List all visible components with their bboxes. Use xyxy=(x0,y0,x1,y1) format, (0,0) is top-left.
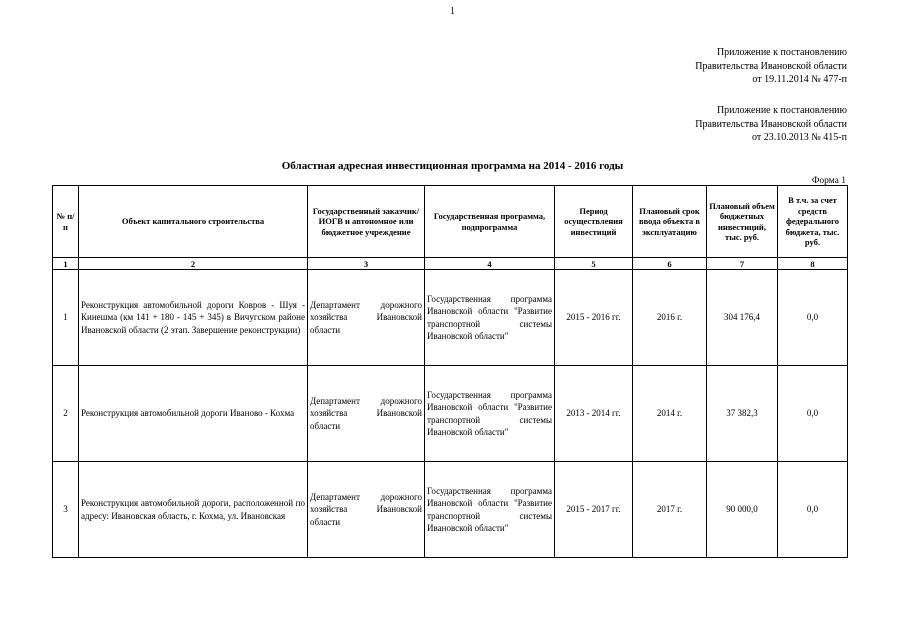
object-cell: Реконструкция автомобильной дороги Иваново - Кохма xyxy=(79,366,308,462)
customer-cell: Департамент дорожного хозяйства Ивановской области xyxy=(308,366,425,462)
column-number: 4 xyxy=(425,258,555,270)
period-cell: 2015 - 2017 гг. xyxy=(555,462,633,558)
deadline-cell: 2016 г. xyxy=(633,270,707,366)
row-number: 3 xyxy=(53,462,79,558)
federal-cell: 0,0 xyxy=(778,462,848,558)
header-line: Правительства Ивановской области xyxy=(695,118,847,130)
column-header: Объект капитального строительства xyxy=(79,186,308,258)
column-number: 8 xyxy=(778,258,848,270)
column-number: 5 xyxy=(555,258,633,270)
column-header: № п/п xyxy=(53,186,79,258)
column-header: Государственный заказчик/ИОГВ и автономное или бюджетное учреждение xyxy=(308,186,425,258)
table-row xyxy=(53,462,848,558)
header-line: от 19.11.2014 № 477-п xyxy=(752,74,847,85)
customer-cell: Департамент дорожного хозяйства Ивановской области xyxy=(308,270,425,366)
object-cell: Реконструкция автомобильной дороги Ковров - Шуя - Кинешма (км 141 + 180 - 145 + 345) в Вичугском районе Ивановской области (2 этап. Завершение реконструкции) xyxy=(79,270,308,366)
column-number: 1 xyxy=(53,258,79,270)
column-number: 2 xyxy=(79,258,308,270)
column-number: 6 xyxy=(633,258,707,270)
header-line: Приложение к постановлению xyxy=(716,47,847,58)
object-cell: Реконструкция автомобильной дороги, расположенной по адресу: Ивановская область, г. Кохма, ул. Ивановская xyxy=(79,462,308,558)
column-number-row xyxy=(53,258,848,270)
header-line: Правительства Ивановской области xyxy=(695,60,847,72)
document-title: Областная адресная инвестиционная программа на 2014 - 2016 годы xyxy=(281,160,624,172)
customer-cell: Департамент дорожного хозяйства Ивановской области xyxy=(308,462,425,558)
volume-cell: 37 382,3 xyxy=(707,366,778,462)
column-header: В т.ч. за счет средств федерального бюджета, тыс. руб. xyxy=(778,186,848,258)
period-cell: 2013 - 2014 гг. xyxy=(555,366,633,462)
deadline-cell: 2017 г. xyxy=(633,462,707,558)
table-header-row xyxy=(53,186,848,258)
period-cell: 2015 - 2016 гг. xyxy=(555,270,633,366)
volume-cell: 90 000,0 xyxy=(707,462,778,558)
volume-cell: 304 176,4 xyxy=(707,270,778,366)
investment-program-table xyxy=(52,185,848,558)
federal-cell: 0,0 xyxy=(778,366,848,462)
row-number: 1 xyxy=(53,270,79,366)
approval-header xyxy=(695,46,847,87)
column-header: Плановый объем бюджетных инвестиций, тыс. руб. xyxy=(707,186,778,258)
program-cell: Государственная программа Ивановской области "Развитие транспортной системы Ивановской области" xyxy=(425,462,555,558)
column-number: 7 xyxy=(707,258,778,270)
table-row xyxy=(53,366,848,462)
program-cell: Государственная программа Ивановской области "Развитие транспортной системы Ивановской области" xyxy=(425,366,555,462)
program-cell: Государственная программа Ивановской области "Развитие транспортной системы Ивановской области" xyxy=(425,270,555,366)
column-header: Плановый срок ввода объекта в эксплуатацию xyxy=(633,186,707,258)
table-row xyxy=(53,270,848,366)
form-label: Форма 1 xyxy=(811,176,846,186)
federal-cell: 0,0 xyxy=(778,270,848,366)
approval-header xyxy=(695,104,847,145)
deadline-cell: 2014 г. xyxy=(633,366,707,462)
column-number: 3 xyxy=(308,258,425,270)
column-header: Государственная программа, подпрограмма xyxy=(425,186,555,258)
header-line: Приложение к постановлению xyxy=(716,105,847,116)
header-line: от 23.10.2013 № 415-п xyxy=(752,132,847,143)
column-header: Период осуществления инвестиций xyxy=(555,186,633,258)
row-number: 2 xyxy=(53,366,79,462)
page-number: 1 xyxy=(450,6,455,17)
